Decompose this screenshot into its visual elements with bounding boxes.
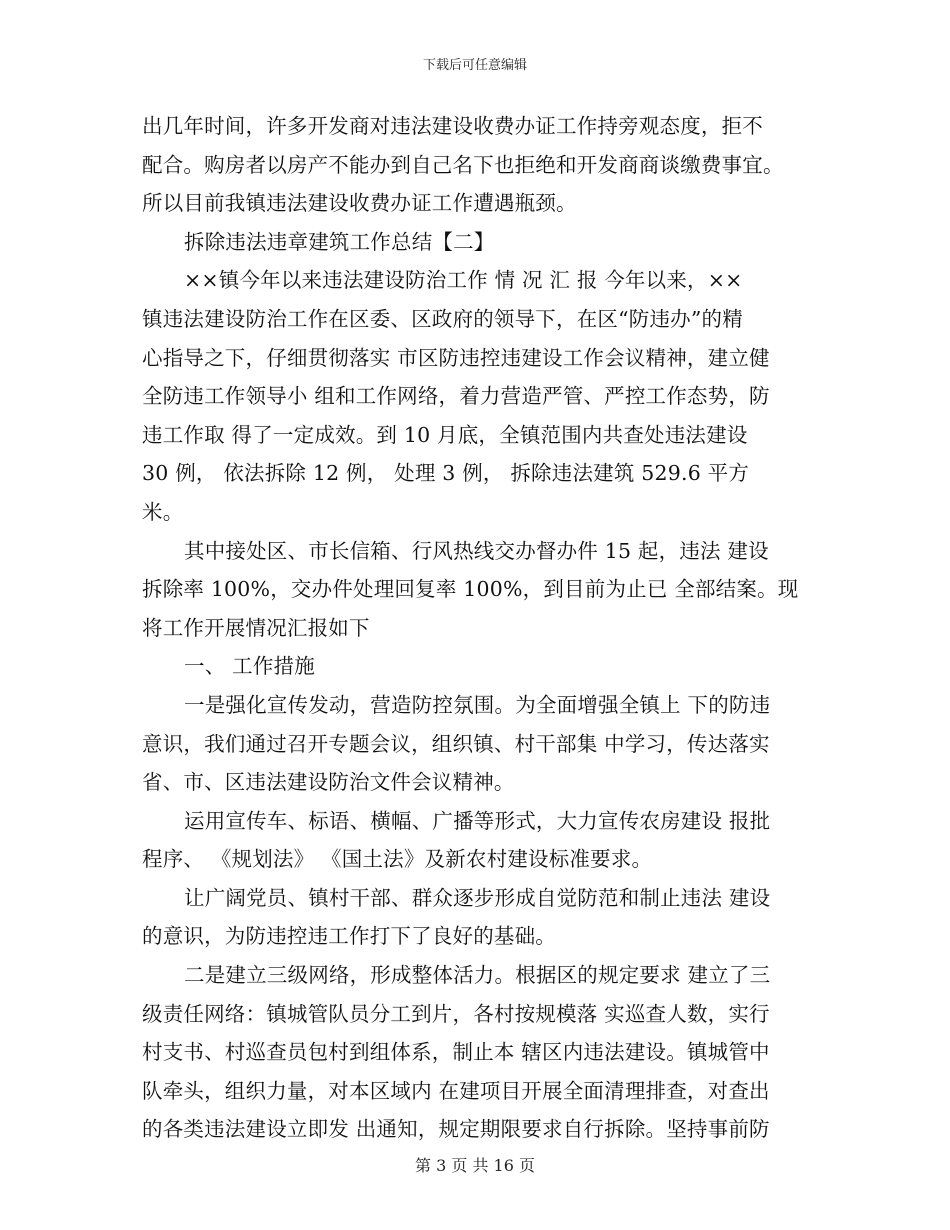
text-line: 程序、 《规划法》 《国土法》及新农村建设标准要求。 (142, 847, 653, 872)
text-line: 二是建立三级网络，形成整体活力。根据区的规定要求 建立了三 (184, 963, 771, 988)
text-line: 出几年时间，许多开发商对违法建设收费办证工作持旁观态度，拒不 (142, 114, 763, 138)
text-line: 30 例， 依法拆除 12 例， 处理 3 例， 拆除违法建筑 529.6 平方 (142, 461, 750, 486)
text-line: 拆除率 100%，交办件处理回复率 100%，到目前为止已 全部结案。现 (142, 577, 799, 602)
text-line: 省、市、区违法建设防治文件会议精神。 (142, 770, 515, 795)
text-line: 的各类违法建设立即发 出通知，规定期限要求自行拆除。坚持事前防 (142, 1117, 770, 1142)
text-line: 将工作开展情况汇报如下 (142, 615, 370, 640)
text-line: 所以目前我镇违法建设收费办证工作遭遇瓶颈。 (142, 191, 577, 216)
text-line: 一是强化宣传发动，营造防控氛围。为全面增强全镇上 下的防违 (184, 692, 771, 717)
page-footer: 第 3 页 共 16 页 (415, 1156, 535, 1175)
text-line: 运用宣传车、标语、横幅、广播等形式，大力宣传农房建设 报批 (184, 808, 771, 833)
text-line: 意识，我们通过召开专题会议，组织镇、村干部集 中学习，传达落实 (142, 731, 770, 756)
text-line: 级责任网络：镇城管队员分工到片，各村按规模落 实巡查人数，实行 (142, 1001, 770, 1026)
page-header: 下载后可任意编辑 (422, 58, 527, 73)
section-heading: 拆除违法违章建筑工作总结【二】 (184, 229, 495, 254)
text-line: 心指导之下，仔细贯彻落实 市区防违控违建设工作会议精神，建立健 (142, 345, 770, 370)
text-line: 违工作取 得了一定成效。到 10 月底，全镇范围内共查处违法建设 (142, 422, 748, 447)
section-heading: 一、 工作措施 (184, 654, 315, 679)
text-line: 让广阔党员、镇村干部、群众逐步形成自觉防范和制止违法 建设 (184, 885, 771, 910)
text-line: ××镇今年以来违法建设防治工作 情 况 汇 报 今年以来，×× (184, 268, 743, 293)
text-line: 其中接处区、市长信箱、行风热线交办督办件 15 起，违法 建设 (184, 538, 769, 563)
text-line: 全防违工作领导小 组和工作网络，着力营造严管、严控工作态势，防 (142, 384, 770, 409)
text-line: 队牵头，组织力量，对本区域内 在建项目开展全面清理排查，对查出 (142, 1078, 770, 1103)
text-line: 配合。购房者以房产不能办到自己名下也拒绝和开发商商谈缴费事宜。 (142, 152, 784, 177)
text-line: 的意识，为防违控违工作打下了良好的基础。 (142, 924, 556, 949)
text-line: 米。 (142, 499, 184, 524)
text-line: 村支书、村巡查员包村到组体系，制止本 辖区内违法建设。镇城管中 (142, 1040, 770, 1065)
document-body (142, 107, 806, 1149)
text-line: 镇违法建设防治工作在区委、区政府的领导下，在区“防违办”的精 (142, 306, 743, 331)
